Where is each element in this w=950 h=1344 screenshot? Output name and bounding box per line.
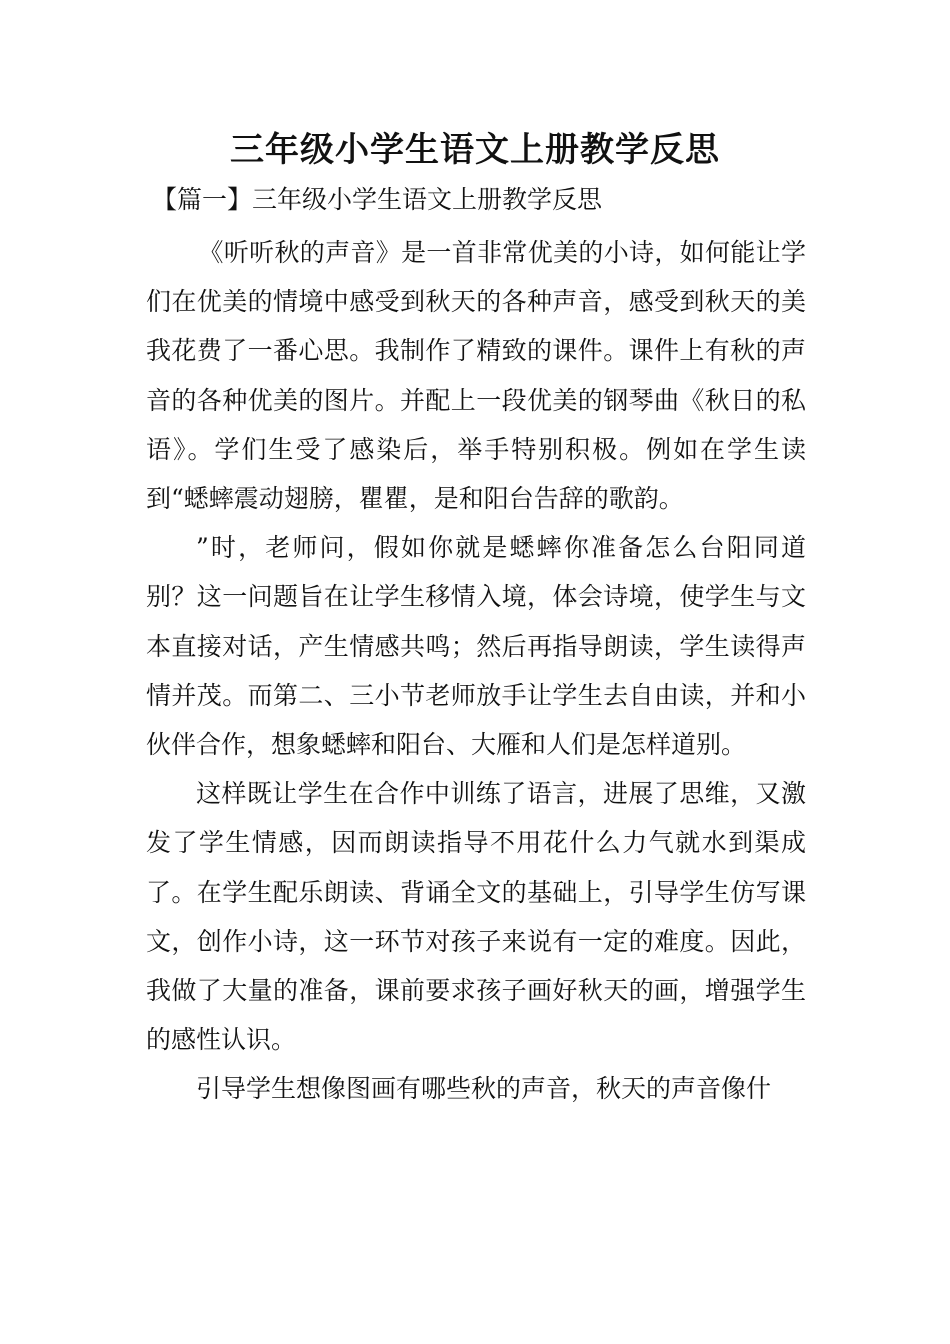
paragraph-1: 《听听秋的声音》是一首非常优美的小诗，如何能让学们在优美的情境中感受到秋天的各种声音，感受到秋天的美我花费了一番心思。我制作了精致的课件。课件上有秋的声音的各种优美的图片。并配上一段优美的钢琴曲《秋日的私语》。学们生受了感染后，举手特别积极。例如在学生读到“蟋蟀震动翅膀，瞿瞿，是和阳台告辞的歌韵。 (146, 238, 806, 514)
paragraph-3: 这样既让学生在合作中训练了语言，进展了思维，又激发了学生情感，因而朗读指导不用花什么力气就水到渠成了。在学生配乐朗读、背诵全文的基础上，引导学生仿写课文，创作小诗，这一环节对孩子来说有一定的难度。因此，我做了大量的准备，课前要求孩子画好秋天的画，增强学生的感性认识。 (146, 779, 806, 1055)
paragraph-4: 引导学生想像图画有哪些秋的声音，秋天的声音像什 (196, 1074, 772, 1104)
document-body (146, 228, 806, 1114)
section-heading: 【篇一】三年级小学生语文上册教学反思 (152, 185, 603, 214)
paragraph-2: ”时，老师问，假如你就是蟋蟀你准备怎么台阳同道别？这一问题旨在让学生移情入境，体会诗境，使学生与文本直接对话，产生情感共鸣；然后再指导朗读，学生读得声情并茂。而第二、三小节老师放手让学生去自由读，并和小伙伴合作，想象蟋蟀和阳台、大雁和人们是怎样道别。 (146, 533, 806, 760)
document-title: 三年级小学生语文上册教学反思 (230, 130, 720, 170)
